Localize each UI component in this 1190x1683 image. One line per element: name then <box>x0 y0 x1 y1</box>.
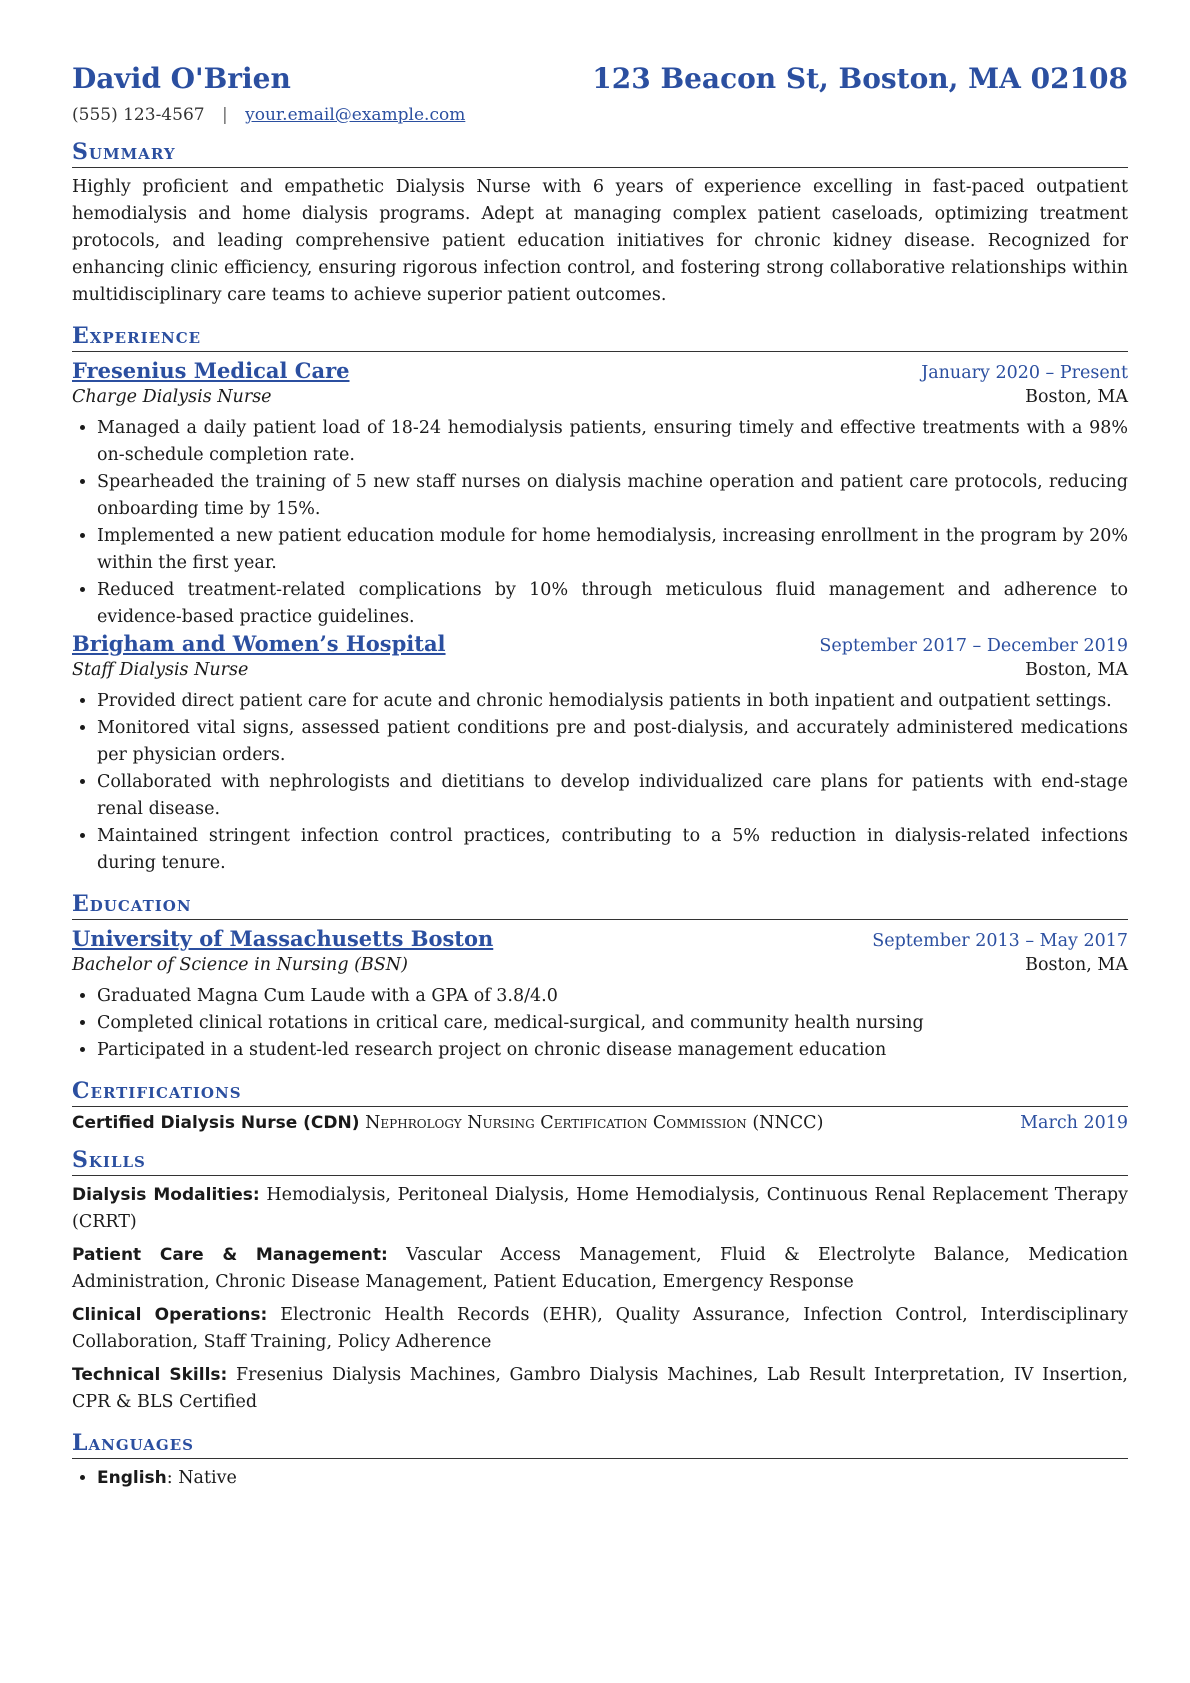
certification-name: Certified Dialysis Nurse (CDN) <box>72 1113 360 1133</box>
address: 123 Beacon St, Boston, MA 02108 <box>592 62 1128 95</box>
language-name: English <box>97 1468 167 1488</box>
section-title-skills: Skills <box>72 1147 1128 1176</box>
section-title-education: Education <box>72 891 1128 920</box>
list-item: • Reduced treatment-related complications by 10% through meticulous fluid management and adherence to evidence-based practice guidelines. <box>97 577 1128 631</box>
skill-group <box>72 1242 1128 1296</box>
summary-text: Highly proficient and empathetic Dialysis Nurse with 6 years of experience excelling in fast-paced outpatient hemodialysis and home dialysis programs. Adept at managing complex patient caseloads, optimizing treatment protocols, and leading comprehensive patient education initiatives for chronic kidney disease. Recognized for enhancing clinic efficiency, ensuring rigorous infection control, and fostering strong collaborative relationships within multidisciplinary care teams to achieve superior patient outcomes. <box>72 177 1128 305</box>
list-item: • Managed a daily patient load of 18-24 hemodialysis patients, ensuring timely and effective treatments with a 98% on-schedule completion rate. <box>97 415 1128 469</box>
job-location: Boston, MA <box>1025 660 1128 680</box>
languages-list <box>72 1465 1128 1492</box>
education-entry <box>72 926 1128 1064</box>
job-title: Staff Dialysis Nurse <box>72 660 249 680</box>
job-title: Charge Dialysis Nurse <box>72 387 272 407</box>
list-item: • Spearheaded the training of 5 new staff nurses on dialysis machine operation and patient care protocols, reducing onboarding time by 15%. <box>97 469 1128 523</box>
list-item: • Implemented a new patient education module for home hemodialysis, increasing enrollment in the program by 20% within the first year. <box>97 523 1128 577</box>
skill-group <box>72 1182 1128 1236</box>
section-title-summary: Summary <box>72 139 1128 168</box>
education-dates: September 2013 – May 2017 <box>872 931 1128 951</box>
header <box>72 62 1128 95</box>
list-item: • Monitored vital signs, assessed patient conditions pre and post-dialysis, and accurately administered medications per physician orders. <box>97 715 1128 769</box>
skill-group <box>72 1302 1128 1356</box>
job-location: Boston, MA <box>1025 387 1128 407</box>
skill-group-text: Electronic Health Records (EHR), Quality Assurance, Infection Control, Interdisciplinary Collaboration, Staff Training, Policy Adherence <box>72 1305 1128 1352</box>
phone: (555) 123-4567 <box>72 105 205 125</box>
skill-group-text: Fresenius Dialysis Machines, Gambro Dialysis Machines, Lab Result Interpretation, IV Insertion, CPR & BLS Certified <box>72 1365 1128 1412</box>
list-item: • Graduated Magna Cum Laude with a GPA of 3.8/4.0 <box>97 983 1128 1010</box>
school-link[interactable]: University of Massachusetts Boston <box>72 926 494 951</box>
contact-separator: | <box>221 105 228 125</box>
experience-entry <box>72 358 1128 631</box>
certification-entry <box>72 1113 1128 1133</box>
certification-issuer: Nephrology Nursing Certification Commission (NNCC) <box>365 1113 824 1133</box>
list-item <box>97 1465 1128 1492</box>
language-level: : Native <box>166 1468 237 1488</box>
skill-group-label: Clinical Operations: <box>72 1305 268 1325</box>
resume-content <box>72 62 1128 1492</box>
list-item: • Collaborated with nephrologists and dietitians to develop individualized care plans for patients with end-stage renal disease. <box>97 769 1128 823</box>
school-location: Boston, MA <box>1025 955 1128 975</box>
certification-date: March 2019 <box>1020 1113 1128 1133</box>
employment-dates: September 2017 – December 2019 <box>819 636 1128 656</box>
contact-info <box>72 105 1128 125</box>
list-item: • Participated in a student-led research project on chronic disease management education <box>97 1037 1128 1064</box>
section-title-experience: Experience <box>72 323 1128 352</box>
employer-link[interactable]: Fresenius Medical Care <box>72 358 350 383</box>
experience-bullets <box>72 688 1128 877</box>
candidate-name: David O'Brien <box>72 62 291 95</box>
skill-group-text: Vascular Access Management, Fluid & Electrolyte Balance, Medication Administration, Chronic Disease Management, Patient Education, Emergency Response <box>72 1245 1128 1292</box>
list-item: • Provided direct patient care for acute and chronic hemodialysis patients in both inpatient and outpatient settings. <box>97 688 1128 715</box>
experience-entry <box>72 631 1128 877</box>
list-item: • Maintained stringent infection control practices, contributing to a 5% reduction in dialysis-related infections during tenure. <box>97 823 1128 877</box>
employment-dates: January 2020 – Present <box>921 363 1128 383</box>
section-title-languages: Languages <box>72 1430 1128 1459</box>
email-link[interactable]: your.email@example.com <box>245 105 466 125</box>
skill-group <box>72 1362 1128 1416</box>
experience-bullets <box>72 415 1128 631</box>
education-bullets <box>72 983 1128 1064</box>
skill-group-label: Technical Skills: <box>72 1365 228 1385</box>
list-item: • Completed clinical rotations in critical care, medical-surgical, and community health nursing <box>97 1010 1128 1037</box>
skill-group-label: Dialysis Modalities: <box>72 1185 260 1205</box>
section-title-certifications: Certifications <box>72 1078 1128 1107</box>
skill-group-label: Patient Care & Management: <box>72 1245 388 1265</box>
degree: Bachelor of Science in Nursing (BSN) <box>72 955 408 975</box>
employer-link[interactable]: Brigham and Women’s Hospital <box>72 631 446 656</box>
skill-group-text: Hemodialysis, Peritoneal Dialysis, Home Hemodialysis, Continuous Renal Replacement Therapy (CRRT) <box>72 1185 1128 1232</box>
